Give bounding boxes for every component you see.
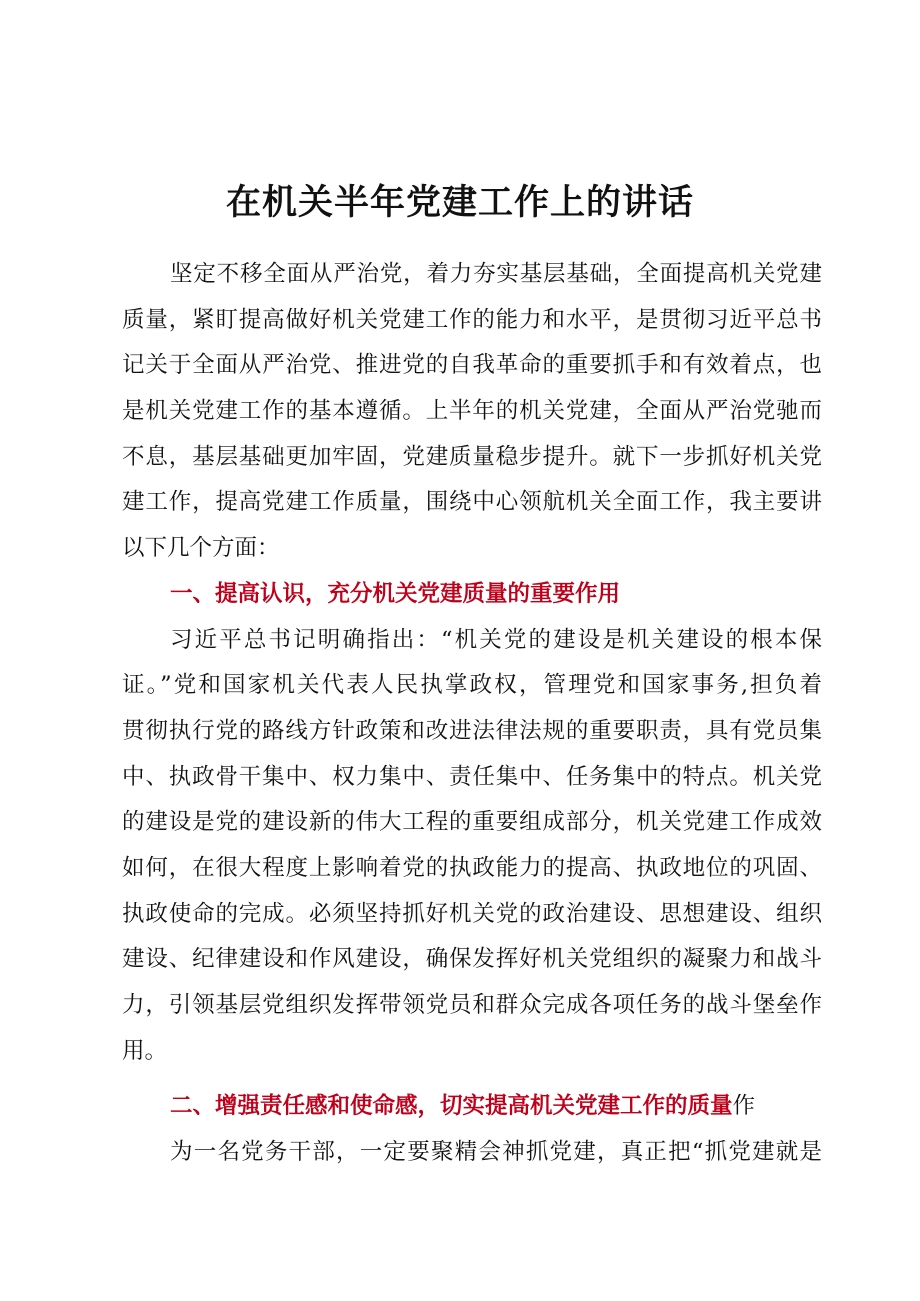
paragraph-line: 以下几个方面： (122, 535, 280, 562)
section-heading-text: 一、提高认识，充分机关党建质量的重要作用 (170, 580, 621, 607)
section-gap (122, 1074, 822, 1084)
paragraph-line: 如何，在很大程度上影响着党的执政能力的提高、执政地位的巩固、 (122, 854, 822, 881)
paragraph-line: 用。 (122, 1037, 168, 1064)
section-1-paragraph (122, 618, 822, 1075)
paragraph-line: 中、执政骨干集中、权力集中、责任集中、任务集中的特点。机关党 (122, 763, 822, 790)
paragraph-line: 是机关党建工作的基本遵循。上半年的机关党建，全面从严治党驰而 (122, 398, 822, 425)
page-title: 在机关半年党建工作上的讲话 (225, 183, 694, 223)
paragraph-line: 力，引领基层党组织发挥带领党员和群众完成各项任务的战斗堡垒作 (122, 992, 822, 1018)
paragraph-line: 记关于全面从严治党、推进党的自我革命的重要抓手和有效着点，也 (122, 352, 822, 379)
paragraph-line: 证。”党和国家机关代表人民执掌政权，管理党和国家事务,担负着 (122, 672, 822, 699)
paragraph-line: 的建设是党的建设新的伟大工程的重要组成部分，机关党建工作成效 (122, 809, 822, 836)
paragraph-line: 质量，紧盯提高做好机关党建工作的能力和水平，是贯彻习近平总书 (122, 306, 822, 333)
paragraph-line: 建工作，提高党建工作质量，围绕中心领航机关全面工作，我主要讲 (122, 489, 822, 516)
paragraph-line: 贯彻执行党的路线方针政策和改进法律法规的重要职责，具有党员集 (122, 717, 822, 744)
intro-paragraph (122, 252, 822, 572)
paragraph-line: 建设、纪律建设和作风建设，确保发挥好机关党组织的凝聚力和战斗 (122, 946, 822, 973)
section-heading-text: 二、增强责任感和使命感，切实提高机关党建工作的质量 (170, 1093, 733, 1120)
paragraph-line: 习近平总书记明确指出：“机关党的建设是机关建设的根本保 (170, 626, 822, 653)
section-2-paragraph (122, 1130, 822, 1176)
section-heading-tail: 作 (732, 1093, 756, 1120)
document-body (122, 252, 822, 1176)
paragraph-line: 不息，基层基础更加牢固，党建质量稳步提升。就下一步抓好机关党 (122, 443, 822, 470)
section-heading-2 (122, 1084, 822, 1130)
paragraph-line: 为一名党务干部，一定要聚精会神抓党建，真正把“抓党建就是 (170, 1139, 822, 1166)
paragraph-line: 坚定不移全面从严治党，着力夯实基层基础，全面提高机关党建 (170, 261, 822, 287)
section-heading-1 (122, 572, 822, 618)
paragraph-line: 执政使命的完成。必须坚持抓好机关党的政治建设、思想建设、组织 (122, 900, 822, 927)
